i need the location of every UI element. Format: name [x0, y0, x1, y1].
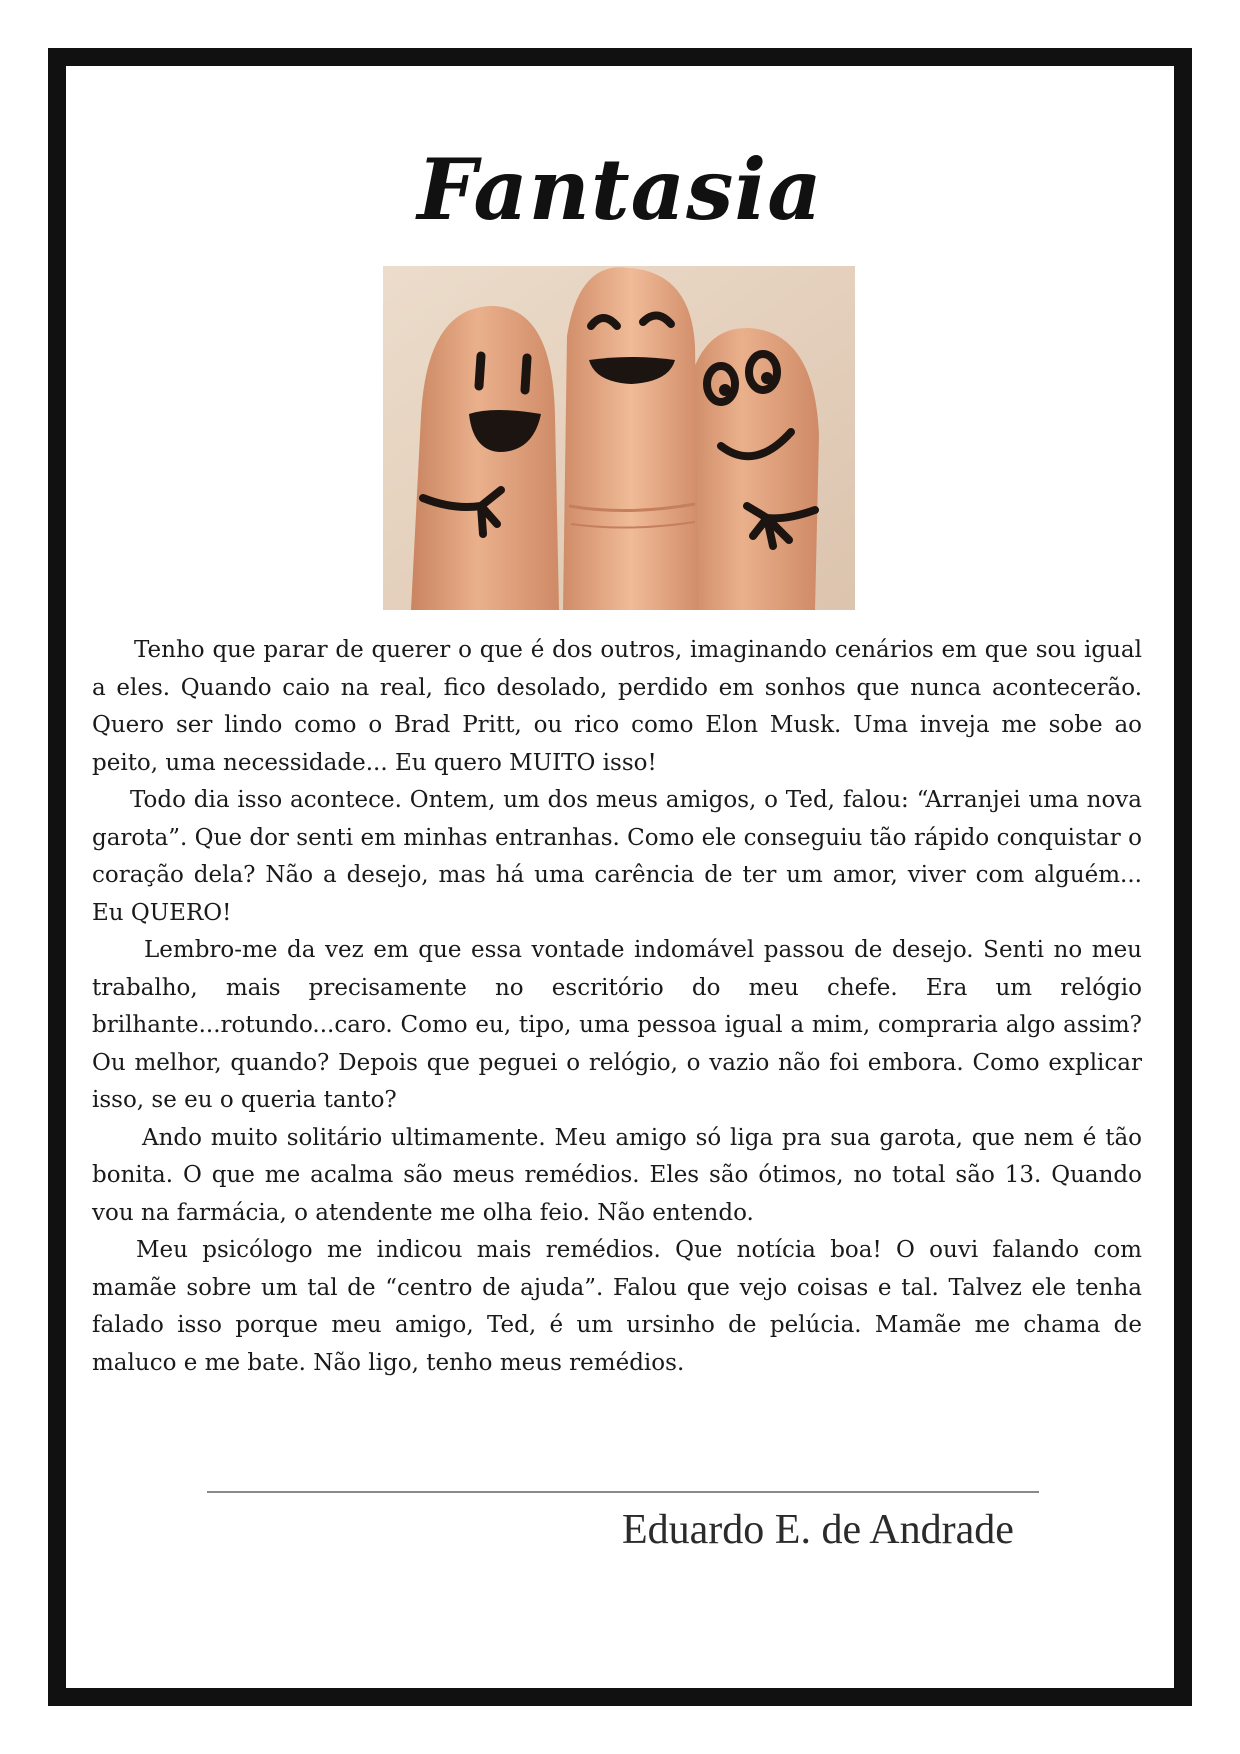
paragraph: Lembro-me da vez em que essa vontade indomável passou de desejo. Senti no meu trabalho, mais precisamente no escritório do meu chefe. Era um relógio brilhante...rotundo...caro. Como eu, tipo, uma pessoa igual a mim, compraria algo assim? Ou melhor, quando? Depois que peguei o relógio, o vazio não foi embora. Como explicar isso, se eu o queria tanto?	[92, 937, 1142, 1113]
author-signature: Eduardo E. de Andrade	[622, 1507, 1014, 1553]
signature-line	[207, 1491, 1039, 1493]
story-title: Fantasia	[417, 140, 823, 239]
paragraph: Meu psicólogo me indicou mais remédios. Que notícia boa! O ouvi falando com mamãe sobre um tal de “centro de ajuda”. Falou que vejo coisas e tal. Talvez ele tenha falado isso porque meu amigo, Ted, é um ursinho de pelúcia. Mamãe me chama de maluco e me bate. Não ligo, tenho meus remédios.	[92, 1237, 1142, 1376]
paragraph: Ando muito solitário ultimamente. Meu amigo só liga pra sua garota, que nem é tão bonita. O que me acalma são meus remédios. Eles são ótimos, no total são 13. Quando vou na farmácia, o atendente me olha feio. Não entendo.	[92, 1124, 1142, 1226]
paragraph: Todo dia isso acontece. Ontem, um dos meus amigos, o Ted, falou: “Arranjei uma nova garota”. Que dor senti em minhas entranhas. Como ele conseguiu tão rápido conquistar o coração dela? Não a desejo, mas há uma carência de ter um amor, viver com alguém... Eu QUERO!	[92, 787, 1142, 926]
smiling-fingers-photo	[383, 266, 855, 610]
story-body	[92, 632, 1142, 1382]
paragraph: Tenho que parar de querer o que é dos outros, imaginando cenários em que sou igual a eles. Quando caio na real, fico desolado, perdido em sonhos que nunca acontecerão. Quero ser lindo como o Brad Pritt, ou rico como Elon Musk. Uma inveja me sobe ao peito, uma necessidade... Eu quero MUITO isso!	[92, 637, 1142, 776]
